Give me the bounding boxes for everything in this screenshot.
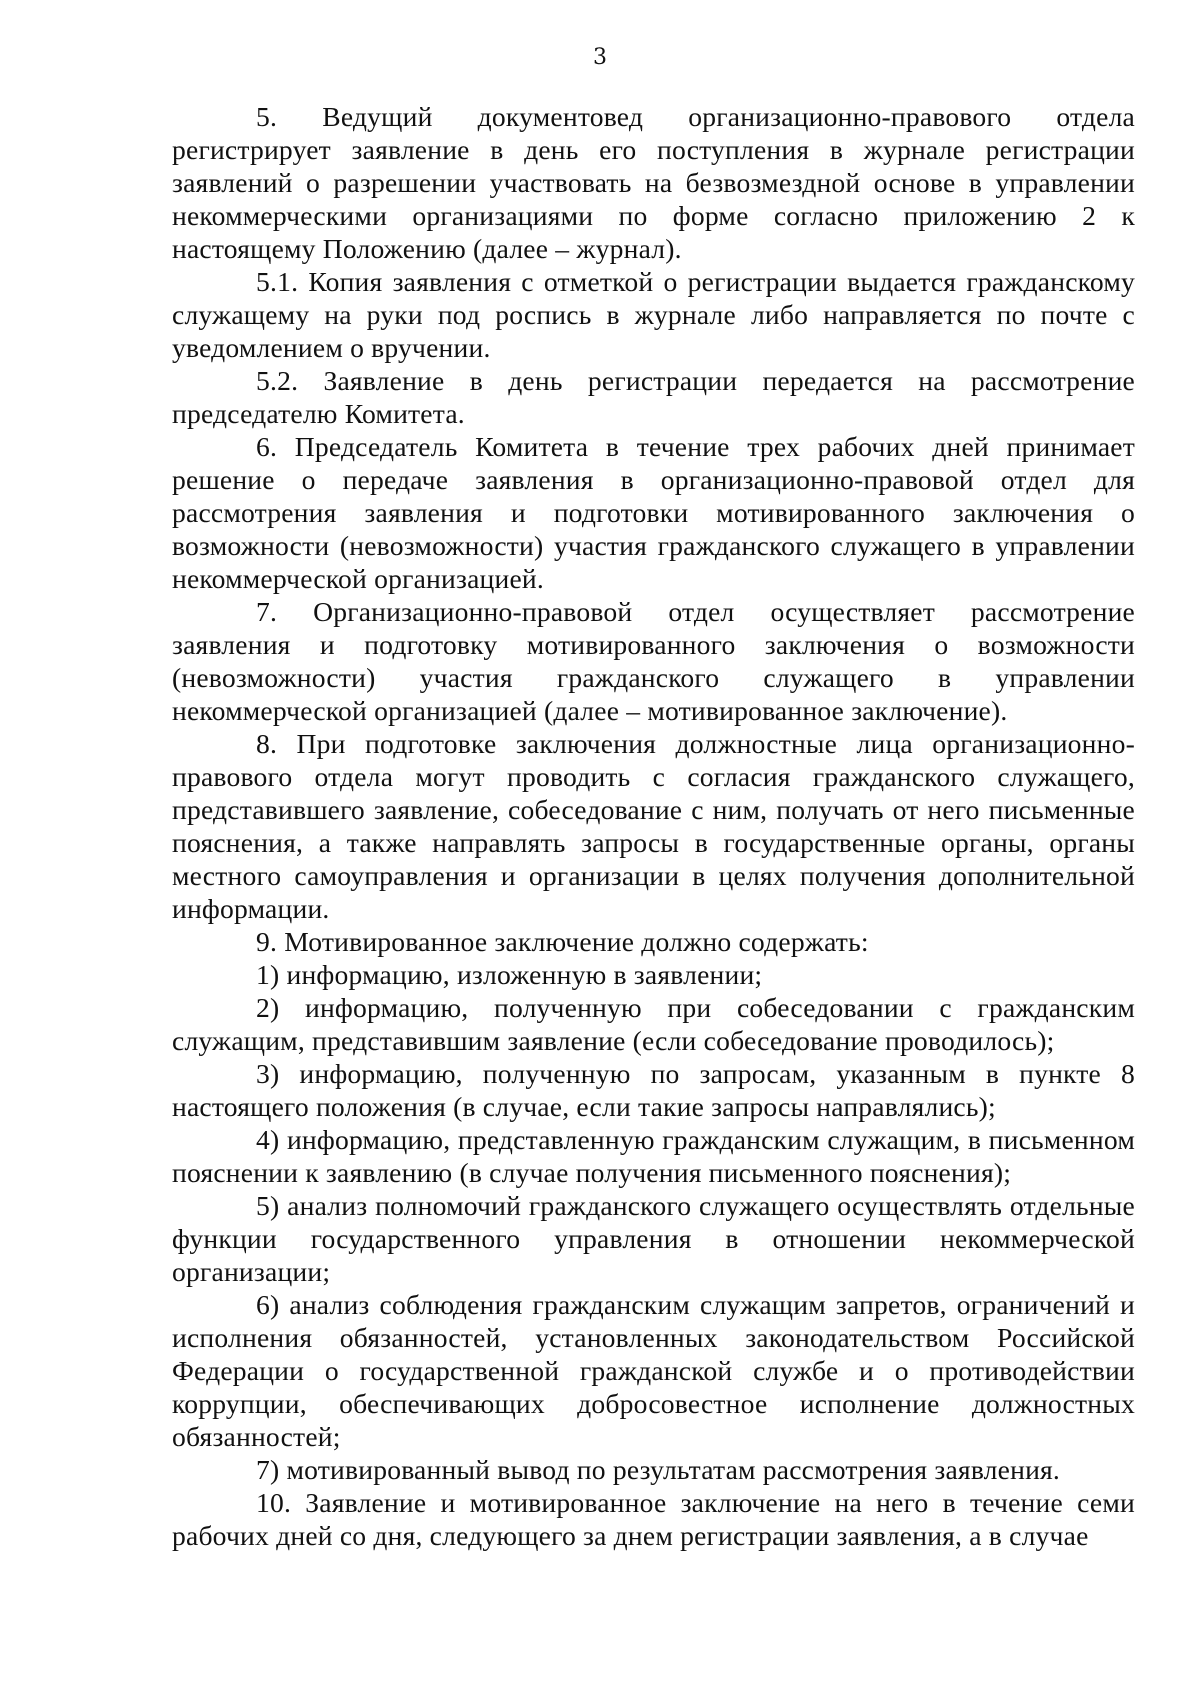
paragraph-5: 5. Ведущий документовед организационно-правового отдела регистрирует заявление в день его поступления в журнале регистрации заявлений о разрешении участвовать на безвозмездной основе в управлении некоммерческими организациями по форме согласно приложению 2 к настоящему Положению (далее – журнал). [172, 101, 1135, 264]
paragraph-7: 7. Организационно-правовой отдел осуществляет рассмотрение заявления и подготовку мотивированного заключения о возможности (невозможности) участия гражданского служащего в управлении некоммерческой организацией (далее – мотивированное заключение). [172, 596, 1135, 726]
list-item-9-5: 5) анализ полномочий гражданского служащего осуществлять отдельные функции государственного управления в отношении некоммерческой организации; [172, 1190, 1135, 1287]
list-item-9-6: 6) анализ соблюдения гражданским служащим запретов, ограничений и исполнения обязанностей, установленных законодательством Российской Федерации о государственной гражданской службе и о противодействии коррупции, обеспечивающих добросовестное исполнение должностных обязанностей; [172, 1289, 1135, 1452]
paragraph-5-2: 5.2. Заявление в день регистрации передается на рассмотрение председателю Комитета. [172, 365, 1135, 429]
list-item-9-1: 1) информацию, изложенную в заявлении; [256, 959, 763, 990]
paragraph-5-1: 5.1. Копия заявления с отметкой о регистрации выдается гражданскому служащему на руки под роспись в журнале либо направляется по почте с уведомлением о вручении. [172, 266, 1135, 363]
list-item-9-2: 2) информацию, полученную при собеседовании с гражданским служащим, представившим заявление (если собеседование проводилось); [172, 992, 1135, 1056]
list-item-9-4: 4) информацию, представленную гражданским служащим, в письменном пояснении к заявлению (в случае получения письменного пояснения); [172, 1124, 1135, 1188]
paragraph-6: 6. Председатель Комитета в течение трех рабочих дней принимает решение о передаче заявления в организационно-правовой отдел для рассмотрения заявления и подготовки мотивированного заключения о возможности (невозможности) участия гражданского служащего в управлении некоммерческой организацией. [172, 431, 1135, 594]
page-number: 3 [593, 45, 607, 70]
paragraph-9: 9. Мотивированное заключение должно содержать: [256, 926, 869, 957]
document-body [172, 100, 1135, 1552]
paragraph-10: 10. Заявление и мотивированное заключение на него в течение семи рабочих дней со дня, следующего за днем регистрации заявления, а в случае [172, 1487, 1135, 1551]
list-item-9-7: 7) мотивированный вывод по результатам рассмотрения заявления. [256, 1454, 1061, 1485]
list-item-9-3: 3) информацию, полученную по запросам, указанным в пункте 8 настоящего положения (в случае, если такие запросы направлялись); [172, 1058, 1135, 1122]
paragraph-8: 8. При подготовке заключения должностные лица организационно-правового отдела могут проводить с согласия гражданского служащего, представившего заявление, собеседование с ним, получать от него письменные пояснения, а также направлять запросы в государственные органы, органы местного самоуправления и организации в целях получения дополнительной информации. [172, 728, 1135, 924]
